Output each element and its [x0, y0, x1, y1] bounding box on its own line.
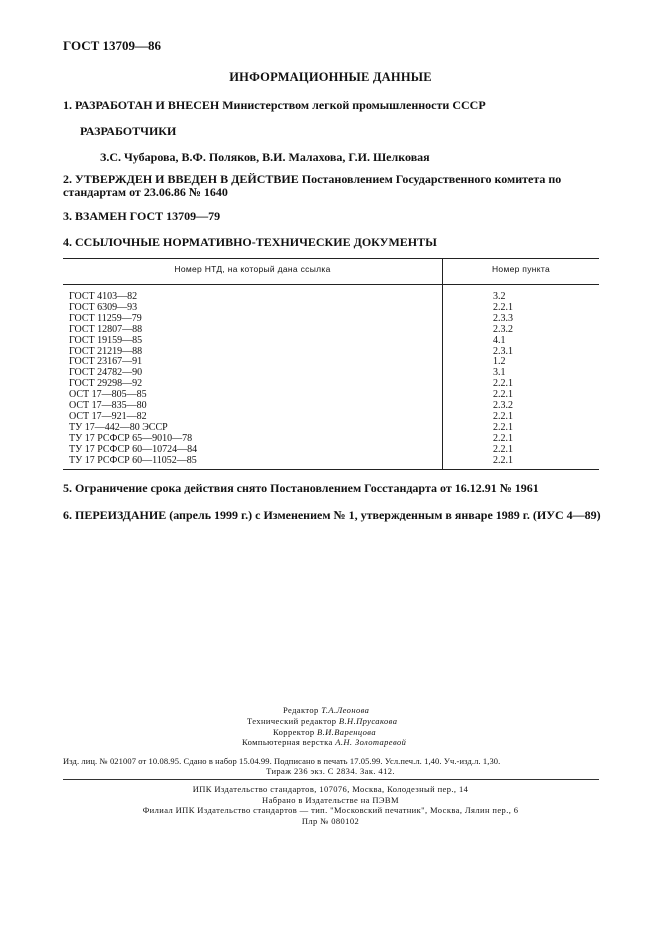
ntd-cell: ГОСТ 12807—88	[63, 325, 443, 336]
developers-heading: РАЗРАБОТЧИКИ	[80, 124, 177, 138]
section-4-heading: ССЫЛОЧНЫЕ НОРМАТИВНО-ТЕХНИЧЕСКИЕ ДОКУМЕНТЫ	[75, 235, 437, 249]
clause-cell: 2.3.2	[493, 400, 513, 412]
clause-cell: 2.2.1	[493, 389, 513, 401]
imprint-layout	[242, 737, 406, 747]
ntd-cell: ТУ 17—442—80 ЭССР	[63, 423, 443, 434]
imprint-corrector	[273, 727, 376, 737]
column-header-ntd: Номер НТД, на который дана ссылка	[63, 259, 443, 285]
tech-editor-name: В.Н.Прусакова	[338, 716, 398, 726]
column-header-clause: Номер пункта	[443, 259, 600, 285]
page-title: ИНФОРМАЦИОННЫЕ ДАННЫЕ	[229, 70, 432, 84]
table-row	[63, 357, 599, 368]
document-code: ГОСТ 13709—86	[63, 38, 162, 53]
table-row	[63, 325, 599, 336]
section-4	[63, 235, 437, 250]
clause-cell: 3.2	[493, 291, 506, 302]
clause-cell: 2.2.1	[493, 443, 513, 455]
section-5-text: Ограничение срока действия снято Постановлением Госстандарта от 16.12.91 № 1961	[75, 481, 539, 495]
clause-cell: 2.3.1	[493, 345, 513, 357]
table-row	[63, 456, 599, 469]
table-row	[63, 336, 599, 347]
ntd-cell: ТУ 17 РСФСР 60—11052—85	[63, 456, 443, 469]
clause-cell: 1.2	[493, 356, 506, 368]
section-1	[63, 98, 486, 113]
ntd-cell: ГОСТ 6309—93	[63, 303, 443, 314]
publisher-line-4: Плр № 080102	[301, 816, 360, 826]
layout-label: Компьютерная верстка	[242, 737, 333, 747]
ntd-cell: ГОСТ 24782—90	[63, 368, 443, 379]
section-3-heading: ВЗАМЕН ГОСТ 13709—79	[75, 209, 221, 223]
developers-list: З.С. Чубарова, В.Ф. Поляков, В.И. Малахова, Г.И. Шелковая	[100, 150, 430, 164]
table-row	[63, 303, 599, 314]
section-2	[63, 173, 603, 199]
table-row	[63, 368, 599, 379]
clause-cell: 2.3.2	[493, 323, 513, 335]
tech-editor-label: Технический редактор	[247, 716, 337, 726]
section-1-text: Министерством легкой промышленности СССР	[219, 98, 486, 112]
corrector-label: Корректор	[273, 727, 315, 737]
ntd-cell: ОСТ 17—805—85	[63, 390, 443, 401]
imprint-editor	[283, 705, 369, 715]
section-6-heading: ПЕРЕИЗДАНИЕ	[75, 508, 167, 522]
section-number: 3.	[63, 209, 72, 223]
ntd-cell: ГОСТ 4103—82	[63, 285, 443, 303]
publisher-line-3: Филиал ИПК Издательство стандартов — тип. "Московский печатник", Москва, Лялин пер., 6	[142, 805, 519, 815]
ntd-cell: ГОСТ 23167—91	[63, 357, 443, 368]
corrector-name: В.И.Варенцова	[317, 727, 376, 737]
publisher-line-2: Набрано в Издательстве на ПЭВМ	[262, 795, 399, 805]
ntd-cell: ОСТ 17—921—82	[63, 412, 443, 423]
clause-cell: 2.2.1	[493, 378, 513, 390]
imprint-print-line: Тираж 236 экз. С 2834. Зак. 412.	[266, 766, 395, 776]
imprint-tech-editor	[247, 716, 397, 726]
section-2-text: Постановлением Государственного комитета по стандартам от 23.06.86 № 1640	[63, 172, 562, 199]
layout-name: А.Н. Золотаревой	[335, 737, 407, 747]
ntd-cell: ТУ 17 РСФСР 65—9010—78	[63, 434, 443, 445]
table-row	[63, 445, 599, 456]
table-row	[63, 347, 599, 358]
ntd-cell: ОСТ 17—835—80	[63, 401, 443, 412]
section-number: 6.	[63, 508, 72, 522]
section-number: 5.	[63, 481, 72, 495]
section-3	[63, 209, 220, 224]
imprint-divider	[63, 779, 599, 780]
section-2-heading: УТВЕРЖДЕН И ВВЕДЕН В ДЕЙСТВИЕ	[75, 172, 299, 186]
ntd-cell: ГОСТ 11259—79	[63, 314, 443, 325]
clause-cell: 2.2.1	[493, 301, 513, 313]
ntd-cell: ТУ 17 РСФСР 60—10724—84	[63, 445, 443, 456]
imprint-license-line: Изд. лиц. № 021007 от 10.08.95. Сдано в набор 15.04.99. Подписано в печать 17.05.99. Усл.печ.л. 1,40. Уч.-изд.л. 1,30.	[63, 756, 501, 766]
clause-cell: 2.2.1	[493, 432, 513, 444]
section-5	[63, 481, 539, 496]
clause-cell: 4.1	[493, 334, 506, 346]
clause-cell: 2.2.1	[493, 421, 513, 433]
table-header-row	[63, 259, 599, 285]
ntd-cell: ГОСТ 29298—92	[63, 379, 443, 390]
clause-cell: 2.3.3	[493, 312, 513, 324]
clause-cell: 3.1	[493, 367, 506, 379]
table-row	[63, 314, 599, 325]
ntd-cell: ГОСТ 19159—85	[63, 336, 443, 347]
section-6-text: (апрель 1999 г.) с Изменением № 1, утвержденным в январе 1989 г. (ИУС 4—89)	[166, 508, 601, 522]
editor-label: Редактор	[283, 705, 319, 715]
ntd-cell: ГОСТ 21219—88	[63, 347, 443, 358]
section-number: 2.	[63, 172, 72, 186]
section-number: 4.	[63, 235, 72, 249]
reference-documents-table	[63, 258, 599, 470]
editor-name: Т.А.Леонова	[321, 705, 370, 715]
section-6	[63, 508, 601, 523]
publisher-line-1: ИПК Издательство стандартов, 107076, Москва, Колодезный пер., 14	[192, 784, 469, 794]
section-1-heading: РАЗРАБОТАН И ВНЕСЕН	[75, 98, 220, 112]
clause-cell: 2.2.1	[443, 456, 600, 469]
clause-cell: 2.2.1	[493, 410, 513, 422]
section-number: 1.	[63, 98, 72, 112]
table-row	[63, 285, 599, 303]
